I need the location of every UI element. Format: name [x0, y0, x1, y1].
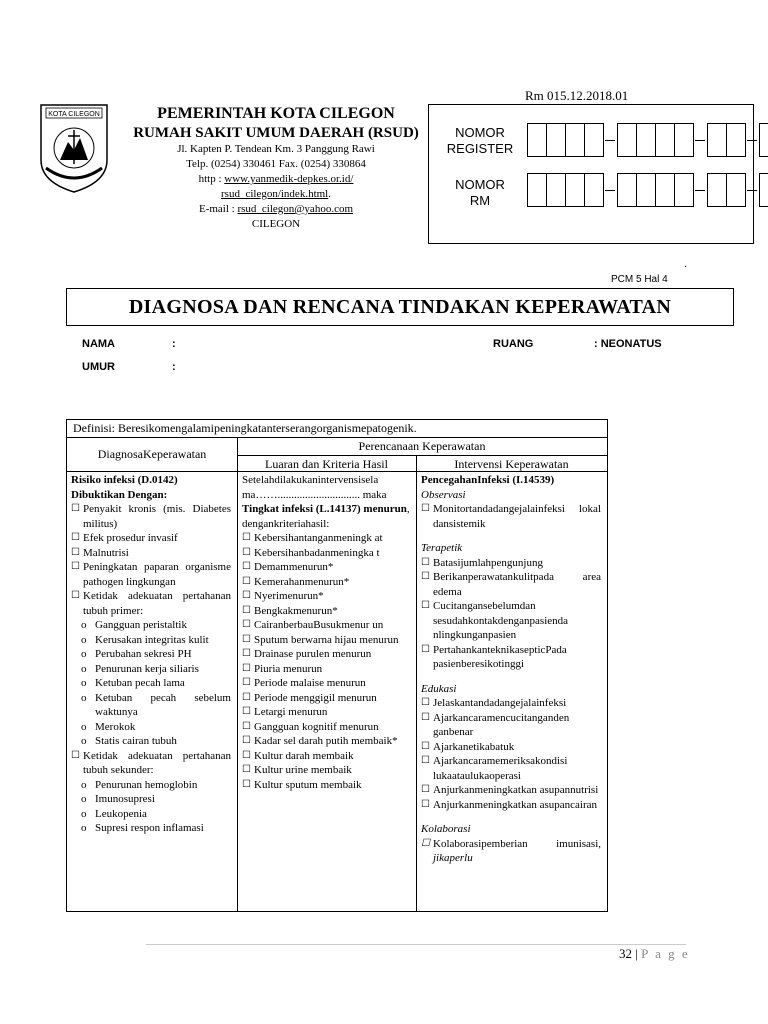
- checkbox-icon: ☐: [421, 740, 430, 752]
- list-item: o Ketuban pecah sebelum waktunya: [81, 691, 231, 718]
- list-item: ☐ Demammenurun*: [242, 561, 334, 573]
- page-footer: 32 | P a g e: [619, 946, 690, 961]
- list-item: ☐ Kultur urine membaik: [242, 764, 352, 776]
- list-item: ☐ PertahankanteknikasepticPada pasienberesikotinggi: [421, 643, 567, 670]
- email-label: E-mail :: [198, 203, 238, 215]
- checkbox-icon: ☐: [421, 784, 430, 795]
- checkbox-icon: ☐: [421, 798, 430, 810]
- checkbox-icon: ☐: [71, 503, 80, 514]
- form-code: PCM 5 Hal 4: [611, 274, 668, 285]
- checkbox-icon: ☐: [242, 691, 251, 703]
- registration-box: [428, 104, 754, 244]
- luaran-intro: Setelahdilakukanintervensisela ma…….............................. maka: [242, 474, 387, 501]
- bullet-icon: o: [81, 807, 87, 820]
- list-item: ☐ Monitortandadangejalainfeksi lokal dansistemik: [421, 503, 601, 530]
- checkbox-icon: ☐: [242, 720, 251, 732]
- page-number: 32: [619, 946, 632, 961]
- rm-code: Rm 015.12.2018.01: [525, 88, 629, 103]
- luaran-tingkat: Tingkat infeksi (L.14137) menurun, dengankriteriahasil:: [242, 503, 410, 530]
- list-item: ☐ Anjurkanmeningkatkan asupancairan: [421, 798, 598, 811]
- list-item: ☐ Gangguan kognitif menurun: [242, 720, 379, 733]
- list-item: o Statis cairan tubuh: [81, 735, 177, 747]
- checkbox-icon: ☐: [242, 778, 251, 790]
- nama-label: NAMA: [82, 338, 115, 350]
- checkbox-icon: ☐: [421, 643, 430, 655]
- checkbox-icon: ☐: [421, 503, 430, 514]
- list-item: ☐ Kultur darah membaik: [242, 749, 354, 762]
- checkbox-icon: ☐: [71, 561, 80, 572]
- definisi: Definisi: Beresikomengalamipeningkatanterserangorganismepatogenik.: [73, 421, 417, 435]
- list-item: ☐ Kadar sel darah putih membaik*: [242, 735, 398, 747]
- checkbox-icon: ☐: [71, 749, 80, 761]
- list-item: ☐ Nyerimenurun*: [242, 590, 324, 602]
- intervensi-header: Intervensi Keperawatan: [454, 457, 569, 471]
- list-item: ☐ Peningkatan paparan organisme pathogen lingkungan: [71, 561, 231, 588]
- checkbox-icon: ☐: [242, 546, 251, 558]
- list-item: ☐ Cucitangansebelumdan sesudahkontakdenganpasienda nlingkunganpasien: [421, 600, 569, 641]
- checkbox-icon: ☐: [71, 590, 80, 601]
- list-item: ☐ Ajarkanetikabatuk: [421, 740, 515, 753]
- page-word: P a g e: [641, 946, 690, 961]
- bullet-icon: o: [81, 648, 87, 660]
- list-item: ☐ Ajarkancaramencucitanganden ganbenar: [421, 711, 570, 738]
- list-item: ☐ Berikanperawatankulitpada area edema: [421, 571, 601, 598]
- list-item: ☐ Batasijumlahpengunjung: [421, 556, 543, 569]
- checkbox-icon: ☐: [421, 837, 430, 849]
- umur-colon: :: [172, 361, 176, 373]
- hospital-name: RUMAH SAKIT UMUM DAERAH (RSUD): [133, 125, 419, 141]
- checkbox-icon: ☐: [242, 532, 251, 543]
- email-line: [116, 202, 436, 217]
- ruang-value: : NEONATUS: [594, 338, 662, 350]
- city: CILEGON: [251, 218, 301, 230]
- bullet-icon: o: [81, 619, 87, 631]
- luaran-column: [242, 473, 410, 792]
- terapetik-label: Terapetik: [421, 542, 463, 554]
- bullet-icon: o: [81, 735, 87, 747]
- url-suffix: .: [328, 188, 331, 200]
- phone-fax: Telp. (0254) 330461 Fax. (0254) 330864: [186, 158, 366, 170]
- nomor-rm-label: NOMOR RM: [455, 177, 505, 208]
- document-title: DIAGNOSA DAN RENCANA TINDAKAN KEPERAWATAN: [66, 288, 734, 326]
- checkbox-icon: ☐: [71, 546, 80, 558]
- checkbox-icon: ☐: [242, 677, 251, 688]
- list-item: ☐ Periode malaise menurun: [242, 677, 366, 689]
- checkbox-icon: ☐: [242, 604, 251, 616]
- list-item: ☐ Bengkakmenurun*: [242, 604, 338, 617]
- checkbox-icon: ☐: [242, 561, 251, 572]
- list-item: ☐ Letargi menurun: [242, 706, 328, 718]
- http-line-2: [116, 187, 436, 202]
- stray-dot: .: [684, 256, 687, 270]
- website-link-1[interactable]: www.yanmedik-depkes.or.id/: [224, 173, 354, 185]
- list-item: ☐ Anjurkanmeningkatkan asupannutrisi: [421, 784, 599, 796]
- checkbox-icon: ☐: [242, 590, 251, 601]
- list-item: o Ketuban pecah lama: [81, 677, 185, 689]
- list-item: ☐ Kebersihanbadanmeningka t: [242, 546, 380, 559]
- list-item: ☐ Kolaborasipemberian imunisasi, jikaperlu: [421, 837, 601, 864]
- list-item: o Imunosupresi: [81, 793, 155, 805]
- checkbox-icon: ☐: [242, 662, 251, 674]
- edukasi-label: Edukasi: [421, 682, 457, 695]
- observasi-label: Observasi: [421, 488, 466, 501]
- list-item: ☐ Penyakit kronis (mis. Diabetes militus): [71, 503, 231, 530]
- list-item: o Leukopenia: [81, 807, 147, 820]
- checkbox-icon: ☐: [242, 575, 251, 587]
- list-item: ☐ Malnutrisi: [71, 546, 129, 559]
- list-item: ☐ Ketidak adekuatan pertahanan tubuh sekunder:: [71, 749, 231, 776]
- checkbox-icon: ☐: [421, 571, 430, 582]
- checkbox-icon: ☐: [242, 648, 251, 659]
- bullet-icon: o: [81, 822, 87, 834]
- diagnosa-column: [71, 473, 231, 836]
- nursing-plan-table: [66, 419, 608, 912]
- list-item: o Penurunan kerja siliaris: [81, 662, 199, 675]
- checkbox-icon: ☐: [242, 735, 251, 746]
- list-item: ☐ Piuria menurun: [242, 662, 323, 675]
- diagnosa-header: DiagnosaKeperawatan: [97, 447, 207, 461]
- bullet-icon: o: [81, 793, 87, 805]
- http-line: [116, 172, 436, 187]
- list-item: o Gangguan peristaltik: [81, 619, 187, 631]
- luaran-header: Luaran dan Kriteria Hasil: [265, 457, 388, 471]
- list-item: o Perubahan sekresi PH: [81, 648, 192, 660]
- list-item: ☐ Kemerahanmenurun*: [242, 575, 350, 588]
- government-name: PEMERINTAH KOTA CILEGON: [157, 105, 395, 122]
- list-item: ☐ Ajarkancaramemeriksakondisi lukaataulukaoperasi: [421, 755, 568, 782]
- list-item: ☐ CairanberbauBusukmenur un: [242, 619, 384, 631]
- intervensi-title: PencegahanInfeksi (I.14539): [421, 474, 555, 486]
- nomor-register-label: NOMOR REGISTER: [446, 125, 514, 156]
- list-item: o Penurunan hemoglobin: [81, 778, 198, 791]
- list-item: ☐ Periode menggigil menurun: [242, 691, 377, 704]
- list-item: o Kerusakan integritas kulit: [81, 633, 209, 646]
- list-item: o Merokok: [81, 720, 136, 733]
- list-item: ☐ Ketidak adekuatan pertahanan tubuh primer:: [71, 590, 231, 617]
- checkbox-icon: ☐: [421, 600, 430, 611]
- hospital-header: [116, 104, 436, 232]
- list-item: ☐ Sputum berwarna hijau menurun: [242, 633, 399, 646]
- footer-divider: [146, 944, 686, 945]
- website-link-2[interactable]: rsud_cilegon/indek.html: [221, 188, 329, 200]
- ruang-label: RUANG: [493, 338, 534, 350]
- checkbox-icon: ☐: [421, 711, 430, 723]
- bullet-icon: o: [81, 677, 87, 689]
- checkbox-icon: ☐: [242, 749, 251, 761]
- rm-number-cells[interactable]: [527, 173, 768, 207]
- diagnosa-title: Risiko infeksi (D.0142): [71, 474, 178, 486]
- list-item: ☐ Efek prosedur invasif: [71, 532, 178, 544]
- checkbox-icon: ☐: [242, 619, 251, 630]
- logo-text: KOTA CILEGON: [48, 111, 100, 118]
- diagnosa-subtitle: Dibuktikan Dengan:: [71, 488, 168, 501]
- list-item: o Supresi respon inflamasi: [81, 822, 204, 834]
- bullet-icon: o: [81, 778, 87, 791]
- bullet-icon: o: [81, 662, 87, 675]
- email-link[interactable]: rsud_cilegon@yahoo.com: [237, 203, 354, 215]
- intervensi-column: [421, 473, 601, 866]
- bullet-icon: o: [81, 720, 87, 733]
- bullet-icon: o: [81, 633, 87, 646]
- register-number-cells[interactable]: [527, 123, 768, 157]
- list-item: ☐ Kultur sputum membaik: [242, 778, 362, 791]
- checkbox-icon: ☐: [421, 556, 430, 568]
- checkbox-icon: ☐: [421, 697, 430, 708]
- checkbox-icon: ☐: [71, 532, 80, 543]
- checkbox-icon: ☐: [242, 764, 251, 775]
- checkbox-icon: ☐: [421, 755, 430, 766]
- nama-colon: :: [172, 338, 176, 350]
- kolaborasi-label: Kolaborasi: [421, 823, 471, 835]
- kota-cilegon-logo: [38, 102, 110, 194]
- checkbox-icon: ☐: [242, 706, 251, 717]
- http-label: http :: [198, 173, 225, 185]
- umur-label: UMUR: [82, 361, 115, 373]
- checkbox-icon: ☐: [242, 633, 251, 645]
- address: Jl. Kapten P. Tendean Km. 3 Panggung Rawi: [177, 143, 375, 155]
- list-item: ☐ Drainase purulen menurun: [242, 648, 372, 660]
- list-item: ☐ Jelaskantandadangejalainfeksi: [421, 697, 567, 709]
- bullet-icon: o: [81, 691, 87, 704]
- list-item: ☐ Kebersihantanganmeningk at: [242, 532, 383, 544]
- perencanaan-header: Perencanaan Keperawatan: [358, 439, 486, 453]
